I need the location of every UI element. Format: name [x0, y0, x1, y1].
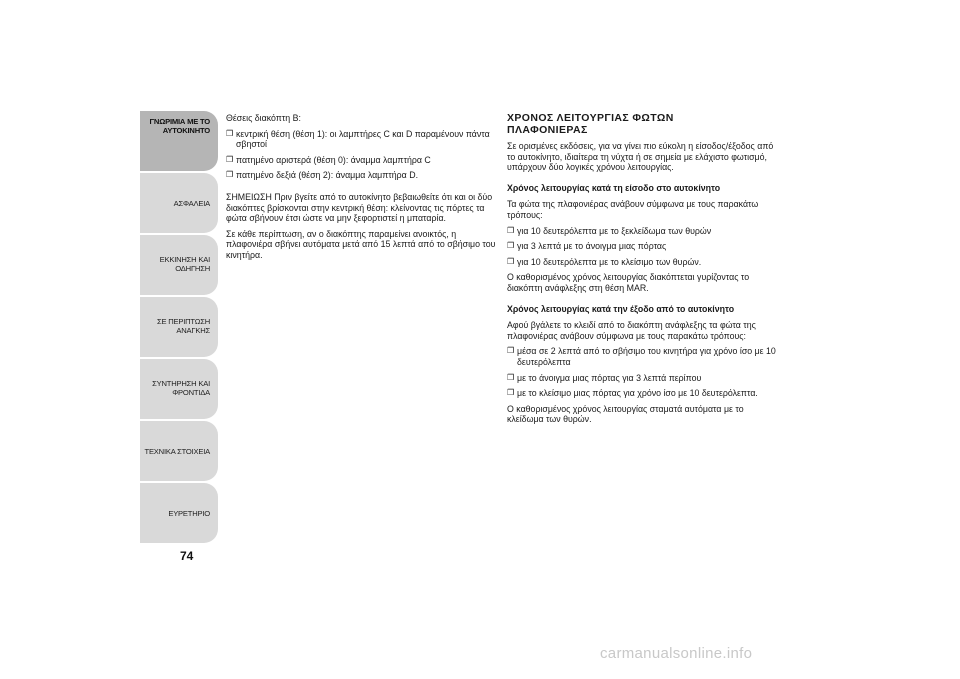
tab-label: ΦΡΟΝΤΙΔΑ	[172, 388, 210, 397]
subsection-heading-exit: Χρόνος λειτουργίας κατά την έξοδο από το αυτοκίνητο	[507, 303, 735, 314]
switch-positions-intro: Θέσεις διακόπτη B:	[226, 113, 301, 123]
list-item: ❒ για 3 λεπτά με το άνοιγμα μιας πόρτας	[507, 241, 667, 252]
list-item: ❒ για 10 δευτερόλεπτα με το κλείσιμο των θυρών.	[507, 256, 702, 267]
checkbox-bullet-icon: ❒	[507, 346, 515, 356]
list-item: ❒ πατημένο αριστερά (θέση 0): άναμμα λαμπτήρα C	[226, 154, 431, 165]
intro-paragraph: Σε ορισμένες εκδόσεις, για να γίνει πιο εύκολη η είσοδος/έξοδος από το αυτοκίνητο, ιδιαίτερα τη νύχτα ή σε σημεία με ελάχιστο φωτισμό, υπάρχουν δύο λογικές χρόνου λειτουργίας.	[507, 141, 774, 173]
chapter-sidebar	[140, 111, 218, 545]
tab-technical-data[interactable]	[140, 421, 218, 481]
page-number: 74	[180, 549, 194, 563]
tab-starting-driving[interactable]	[140, 235, 218, 295]
body-paragraph: Αφού βγάλετε το κλειδί από το διακόπτη ανάφλεξης τα φώτα της πλαφονιέρας ανάβουν σύμφωνα με τους παρακάτω τρόπους:	[507, 320, 756, 341]
left-column	[226, 113, 496, 266]
tab-label: ΟΔΗΓΗΣΗ	[175, 264, 210, 273]
tab-index[interactable]	[140, 483, 218, 543]
tab-label: ΣΥΝΤΗΡΗΣΗ ΚΑΙ	[152, 379, 210, 388]
checkbox-bullet-icon: ❒	[507, 241, 515, 251]
tab-label: ΕΥΡΕΤΗΡΙΟ	[168, 509, 210, 518]
tab-safety[interactable]	[140, 173, 218, 233]
tab-label: ΑΝΑΓΚΗΣ	[176, 326, 210, 335]
list-item: ❒ για 10 δευτερόλεπτα με το ξεκλείδωμα των θυρών	[507, 225, 712, 236]
body-paragraph: Ο καθορισμένος χρόνος λειτουργίας σταματά αυτόματα με το κλείδωμα των θυρών.	[507, 403, 744, 425]
watermark: carmanualsonline.info	[600, 645, 753, 662]
list-item: ❒ με το άνοιγμα μιας πόρτας για 3 λεπτά περίπου	[507, 372, 702, 383]
tab-emergency[interactable]	[140, 297, 218, 357]
checkbox-bullet-icon: ❒	[507, 372, 515, 382]
list-item: ❒ κεντρική θέση (θέση 1): οι λαμπτήρες C και D παραμένουν πάντα σβηστοί	[226, 128, 490, 150]
checkbox-bullet-icon: ❒	[507, 388, 515, 398]
list-item: ❒ με το κλείσιμο μιας πόρτας για χρόνο ίσο με 10 δευτερόλεπτα.	[507, 388, 758, 399]
tab-label: ΑΣΦΑΛΕΙΑ	[173, 199, 210, 208]
checkbox-bullet-icon: ❒	[226, 128, 234, 138]
tab-label: ΤΕΧΝΙΚΑ ΣΤΟΙΧΕΙΑ	[144, 447, 210, 456]
tab-label: ΣΕ ΠΕΡΙΠΤΩΣΗ	[156, 317, 210, 326]
tab-label: ΑΥΤΟΚΙΝΗΤΟ	[162, 126, 210, 135]
list-item: ❒ μέσα σε 2 λεπτά από το σβήσιμο του κινητήρα για χρόνο ίσο με 10 δευτερόλεπτα	[507, 346, 776, 367]
checkbox-bullet-icon: ❒	[507, 256, 515, 266]
checkbox-bullet-icon: ❒	[507, 225, 515, 235]
body-paragraph: Τα φώτα της πλαφονιέρας ανάβουν σύμφωνα με τους παρακάτω τρόπους:	[507, 199, 759, 220]
checkbox-bullet-icon: ❒	[226, 154, 234, 164]
tab-maintenance[interactable]	[140, 359, 218, 419]
body-paragraph: Ο καθορισμένος χρόνος λειτουργίας διακόπτεται γυρίζοντας το διακόπτη ανάφλεξης στη θέση MAR.	[507, 272, 750, 293]
note-paragraph: ΣΗΜΕΙΩΣΗ Πριν βγείτε από το αυτοκίνητο βεβαιωθείτε ότι και οι δύο διακόπτες βρίσκονται στην κεντρική θέση: κλείνοντας τις πόρτες τα φώτα σβήνουν έτσι ώστε να μην ξεφορτιστεί η μπαταρία.	[226, 191, 493, 224]
right-column	[507, 113, 782, 430]
tab-getting-to-know[interactable]	[140, 111, 218, 171]
subsection-heading-entry: Χρόνος λειτουργίας κατά τη είσοδο στο αυτοκίνητο	[507, 182, 721, 193]
tab-label: ΕΚΚΙΝΗΣΗ ΚΑΙ	[159, 255, 210, 264]
body-paragraph: Σε κάθε περίπτωση, αν ο διακόπτης παραμείνει ανοικτός, η πλαφονιέρα σβήνει αυτόματα μετά από 15 λεπτά από το σβήσιμο του κινητήρα.	[226, 228, 496, 260]
tab-label: ΓΝΩΡΙΜΙΑ ΜΕ ΤΟ	[149, 117, 210, 126]
checkbox-bullet-icon: ❒	[226, 170, 234, 180]
section-heading: ΧΡΟΝΟΣ ΛΕΙΤΟΥΡΓΙΑΣ ΦΩΤΩΝ ΠΛΑΦΟΝΙΕΡΑΣ	[507, 112, 674, 136]
list-item: ❒ πατημένο δεξιά (θέση 2): άναμμα λαμπτήρα D.	[226, 170, 419, 181]
